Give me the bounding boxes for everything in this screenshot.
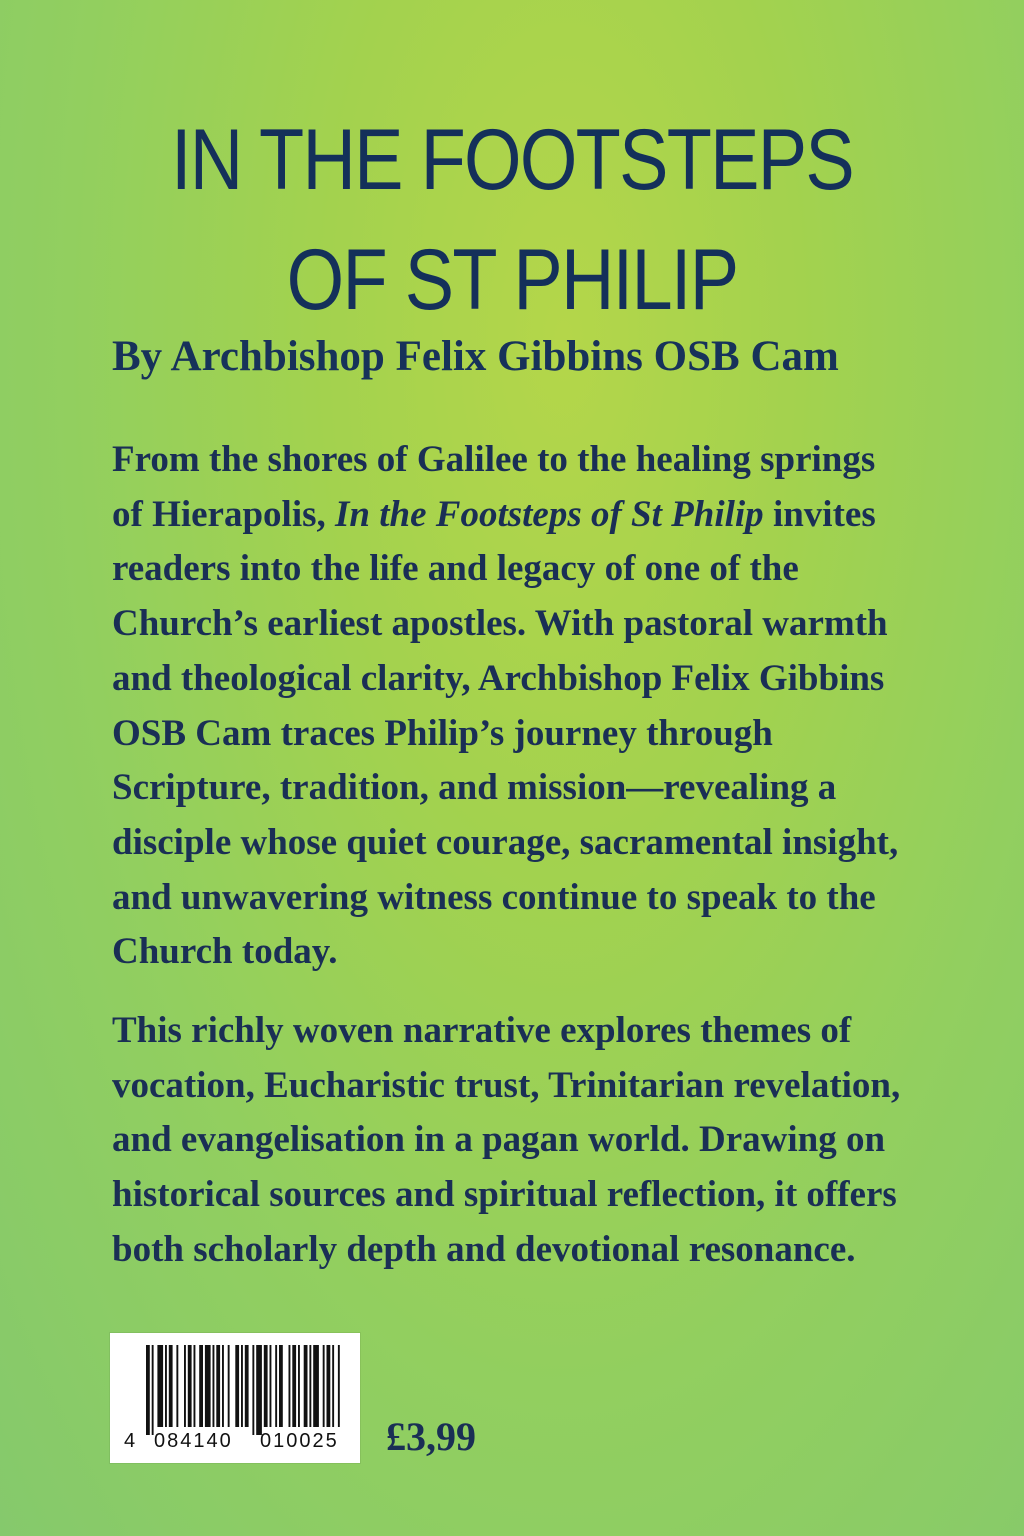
blurb-line: Church today. (112, 931, 338, 973)
barcode-bar (332, 1345, 334, 1427)
blurb-line-text: invites (763, 493, 876, 535)
barcode-bar (235, 1345, 239, 1427)
barcode-bar (327, 1345, 331, 1427)
barcode-bar (275, 1345, 277, 1427)
barcode-bar (309, 1345, 311, 1427)
barcode-bar (228, 1345, 230, 1427)
blurb-line: Church’s earliest apostles. With pastoral warmth (112, 603, 888, 645)
blurb-line: and evangelisation in a pagan world. Drawing on (112, 1119, 886, 1161)
blurb-line: This richly woven narrative explores themes of (112, 1010, 852, 1051)
blurb-line: From the shores of Galilee to the healing springs (112, 439, 876, 480)
barcode-bar (199, 1345, 203, 1427)
blurb-line: disciple whose quiet courage, sacramental insight, (112, 821, 899, 863)
blurb-paragraph-1 (112, 433, 962, 980)
barcode-bar (241, 1345, 243, 1427)
barcode-bar (298, 1345, 300, 1427)
blurb-line: and theological clarity, Archbishop Felix Gibbins (112, 657, 885, 699)
barcode-bar (270, 1345, 272, 1427)
barcode-bar (292, 1345, 296, 1427)
barcode-bar (157, 1345, 163, 1427)
barcode-left-digits: 084140 (154, 1430, 233, 1452)
book-title (72, 100, 953, 340)
barcode-bar (279, 1345, 283, 1427)
barcode-bar (338, 1345, 340, 1427)
author-byline: By Archbishop Felix Gibbins OSB Cam (112, 333, 839, 380)
barcode-bar (188, 1345, 192, 1427)
book-title-italic: In the Footsteps of St Philip (335, 493, 764, 535)
blurb-line (112, 488, 962, 543)
barcode-bar (216, 1345, 220, 1427)
barcode-first-digit: 4 (124, 1430, 136, 1452)
barcode-bar (213, 1345, 215, 1427)
barcode-bar (323, 1345, 325, 1427)
barcode-bar (222, 1345, 224, 1427)
barcode-bar (184, 1345, 186, 1427)
barcode-bar (152, 1345, 154, 1435)
barcode-bar (146, 1345, 150, 1435)
barcode-bar (304, 1345, 308, 1427)
barcode-bar (165, 1345, 167, 1427)
blurb-line: Scripture, tradition, and mission—revealing a (112, 767, 837, 809)
title-line-1: IN THE FOOTSTEPS (170, 112, 854, 208)
barcode-bar (313, 1345, 319, 1427)
barcode-bar (252, 1345, 254, 1435)
barcode-bar (264, 1345, 268, 1427)
blurb-line: readers into the life and legacy of one of the (112, 548, 799, 590)
blurb-line: both scholarly depth and devotional resonance. (112, 1228, 856, 1270)
barcode-bar (205, 1345, 211, 1427)
barcode-bar (194, 1345, 196, 1427)
blurb-line: OSB Cam traces Philip’s journey through (112, 712, 773, 754)
blurb-line: and unwavering witness continue to speak to the (112, 876, 876, 918)
barcode-right-digits: 010025 (260, 1430, 339, 1452)
barcode-bar (169, 1345, 173, 1427)
barcode-bar (289, 1345, 291, 1427)
barcode-bar (256, 1345, 262, 1435)
barcode-bar (245, 1345, 249, 1427)
blurb-line-text: of Hierapolis, (112, 493, 336, 535)
blurb-line: vocation, Eucharistic trust, Trinitarian revelation, (112, 1064, 901, 1106)
barcode (110, 1333, 360, 1463)
barcode-bar (176, 1345, 178, 1427)
blurb-paragraph-2 (112, 1004, 962, 1278)
blurb-line: historical sources and spiritual reflection, it offers (112, 1174, 897, 1216)
price-label: £3,99 (386, 1414, 476, 1459)
title-line-2: OF ST PHILIP (286, 232, 738, 328)
